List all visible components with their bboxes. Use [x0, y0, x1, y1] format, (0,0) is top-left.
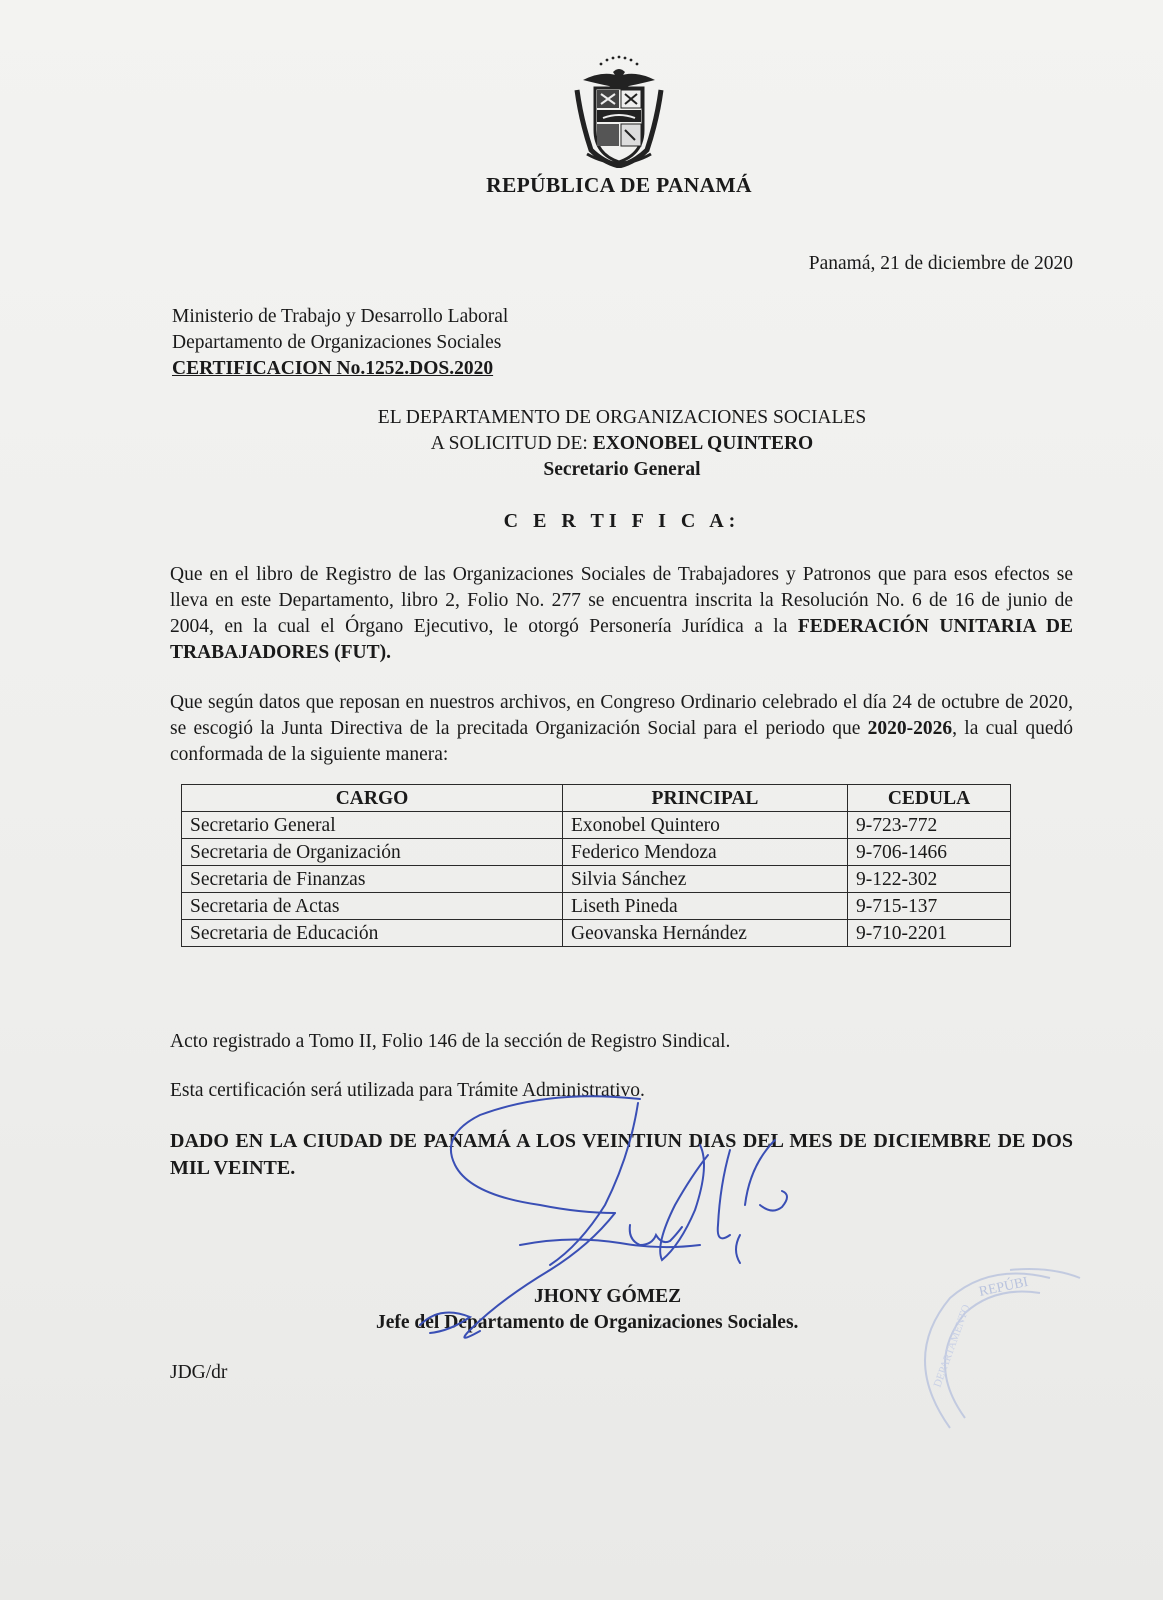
cargo-cell: Secretaria de Organización	[182, 839, 563, 866]
cedula-cell: 9-706-1466	[848, 839, 1011, 866]
requester-role: Secretario General	[543, 459, 701, 480]
principal-cell: Silvia Sánchez	[563, 866, 848, 893]
principal-cell: Exonobel Quintero	[563, 812, 848, 839]
coat-of-arms-emblem	[573, 50, 665, 168]
svg-text:REPÚBI: REPÚBI	[977, 1274, 1030, 1300]
svg-text:DEPARTAMENTO: DEPARTAMENTO	[931, 1303, 973, 1390]
requester-line	[0, 431, 1163, 457]
issuer-block	[172, 304, 508, 382]
signer-name: JHONY GÓMEZ	[534, 1286, 682, 1307]
official-seal-stamp	[910, 1268, 1090, 1448]
header-cedula: CEDULA	[848, 785, 1011, 812]
cargo-cell: Secretaria de Actas	[182, 893, 563, 920]
table-row	[182, 920, 1011, 947]
table-row	[182, 812, 1011, 839]
certifica-heading: C E R TI F I C A:	[503, 510, 741, 532]
cedula-cell: 9-122-302	[848, 866, 1011, 893]
issuance-statement: DADO EN LA CIUDAD DE PANAMÁ A LOS VEINTIUN DIAS DEL MES DE DICIEMBRE DE DOS MIL VEINTE.	[170, 1130, 1073, 1179]
document-date: Panamá, 21 de diciembre de 2020	[808, 253, 1073, 274]
requester-name: EXONOBEL QUINTERO	[592, 433, 814, 454]
election-text-after: , la cual quedó conformada de la siguiente manera:	[170, 718, 1073, 765]
table-row	[182, 893, 1011, 920]
certification-number: CERTIFICACION No.1252.DOS.2020	[172, 358, 494, 379]
header-principal: PRINCIPAL	[563, 785, 848, 812]
header-cargo: CARGO	[182, 785, 563, 812]
requester-block	[0, 405, 1163, 483]
principal-cell: Federico Mendoza	[563, 839, 848, 866]
cargo-cell: Secretario General	[182, 812, 563, 839]
cedula-cell: 9-715-137	[848, 893, 1011, 920]
department-name: Departamento de Organizaciones Sociales	[172, 332, 502, 353]
registration-text: Que en el libro de Registro de las Organizaciones Sociales de Trabajadores y Patronos que para esos efectos se lleva en este Departamento, libro 2, Folio No. 277 se encuentra inscrita la Resolución No. 6 de 16 de junio de 2004, en la cual el Órgano Ejecutivo, le otorgó Personería Jurídica a la	[170, 564, 1073, 637]
cargo-cell: Secretaria de Finanzas	[182, 866, 563, 893]
board-period: 2020-2026	[867, 718, 953, 739]
principal-cell: Geovanska Hernández	[563, 920, 848, 947]
cedula-cell: 9-723-772	[848, 812, 1011, 839]
registry-note: Acto registrado a Tomo II, Folio 146 de la sección de Registro Sindical.	[170, 1031, 731, 1052]
organization-name: FEDERACIÓN UNITARIA DE TRABAJADORES (FUT).	[170, 616, 1073, 663]
registration-paragraph	[170, 562, 1073, 666]
board-election-paragraph	[170, 690, 1073, 768]
cargo-cell: Secretaria de Educación	[182, 920, 563, 947]
principal-cell: Liseth Pineda	[563, 893, 848, 920]
board-members-table	[181, 784, 1011, 947]
requester-prefix: A SOLICITUD DE:	[430, 433, 593, 454]
signer-title: Jefe del Departamento de Organizaciones Sociales.	[376, 1312, 799, 1333]
table-row	[182, 866, 1011, 893]
ministry-name: Ministerio de Trabajo y Desarrollo Laboral	[172, 306, 509, 327]
table-header-row	[182, 785, 1011, 812]
reference-initials: JDG/dr	[170, 1362, 228, 1383]
table-row	[182, 839, 1011, 866]
election-text-before: Que según datos que reposan en nuestros archivos, en Congreso Ordinario celebrado el día 24 de octubre de 2020, se escogió la Junta Directiva de la precitada Organización Social para el periodo que	[170, 692, 1073, 739]
usage-note: Esta certificación será utilizada para Trámite Administrativo.	[170, 1080, 645, 1101]
department-statement: EL DEPARTAMENTO DE ORGANIZACIONES SOCIALES	[377, 407, 867, 428]
country-heading: REPÚBLICA DE PANAMÁ	[486, 173, 752, 197]
cedula-cell: 9-710-2201	[848, 920, 1011, 947]
